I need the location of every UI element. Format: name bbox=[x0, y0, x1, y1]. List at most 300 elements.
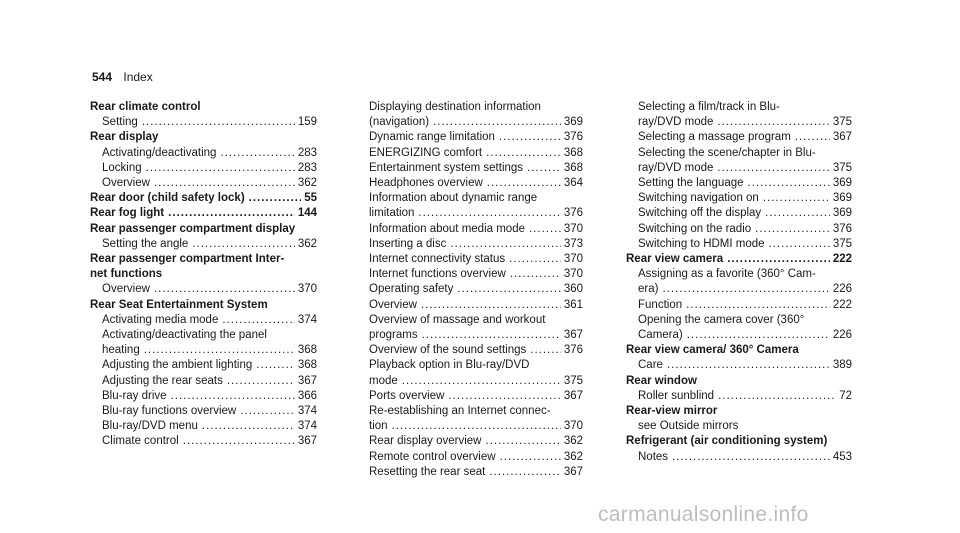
index-line bbox=[102, 328, 317, 343]
leader-dots bbox=[240, 404, 295, 419]
page-reference[interactable]: 283 bbox=[297, 161, 317, 174]
index-entry bbox=[90, 404, 317, 419]
entry-text: Activating/deactivating the panel bbox=[102, 329, 267, 342]
entry-text: Internet functions overview bbox=[369, 268, 506, 281]
index-entry bbox=[357, 434, 583, 449]
index-subentry bbox=[90, 161, 317, 176]
index-line bbox=[369, 282, 583, 297]
index-subentry bbox=[90, 313, 317, 328]
page-reference[interactable]: 369 bbox=[832, 192, 852, 205]
entry-text: Internet connectivity status bbox=[369, 253, 506, 266]
index-subentry bbox=[357, 222, 583, 237]
leader-dots bbox=[457, 282, 560, 297]
index-entry bbox=[357, 343, 583, 358]
page-reference[interactable]: 370 bbox=[297, 283, 317, 296]
index-column-1 bbox=[90, 100, 317, 450]
page-reference[interactable]: 364 bbox=[563, 177, 583, 190]
leader-dots bbox=[144, 343, 295, 358]
index-subentry bbox=[357, 434, 583, 449]
page-reference[interactable]: 376 bbox=[563, 207, 583, 220]
index-subentry bbox=[357, 161, 583, 176]
leader-dots bbox=[718, 389, 836, 404]
index-line bbox=[369, 450, 583, 465]
leader-dots bbox=[662, 282, 829, 297]
index-entry bbox=[626, 206, 852, 221]
index-entry bbox=[90, 176, 317, 191]
page-reference[interactable]: 376 bbox=[563, 344, 583, 357]
index-subentry bbox=[90, 374, 317, 389]
index-entry bbox=[90, 282, 317, 297]
leader-dots bbox=[527, 161, 561, 176]
index-entry bbox=[357, 389, 583, 404]
index-subentry bbox=[357, 267, 583, 282]
index-subentry bbox=[626, 313, 852, 343]
index-subentry bbox=[626, 146, 852, 176]
entry-text: ray/DVD mode bbox=[638, 161, 714, 174]
index-entry bbox=[357, 100, 583, 130]
index-heading: Rear view camera/ 360° Camera bbox=[626, 344, 799, 357]
page-reference[interactable]: 376 bbox=[563, 131, 583, 144]
entry-text: Switching navigation on bbox=[638, 192, 759, 205]
entry-text: Assigning as a favorite (360° Cam- bbox=[638, 268, 816, 281]
index-subentry bbox=[357, 176, 583, 191]
index-line bbox=[638, 161, 852, 176]
index-entry bbox=[357, 146, 583, 161]
entry-text: Activating media mode bbox=[102, 313, 219, 326]
entry-text: programs bbox=[369, 329, 418, 342]
index-line bbox=[638, 191, 852, 206]
index-subentry bbox=[90, 404, 317, 419]
page-reference[interactable]: 367 bbox=[832, 131, 852, 144]
index-line bbox=[369, 434, 583, 449]
index-subentry bbox=[626, 298, 852, 313]
index-entry bbox=[357, 450, 583, 465]
leader-dots bbox=[765, 206, 830, 221]
entry-text: Ports overview bbox=[369, 389, 445, 402]
index-line bbox=[369, 222, 583, 237]
index-line bbox=[369, 176, 583, 191]
entry-text: Overview bbox=[102, 177, 150, 190]
entry-text: Activating/deactivating bbox=[102, 146, 217, 159]
page-reference[interactable]: 144 bbox=[297, 207, 317, 220]
index-entry bbox=[90, 389, 317, 404]
entry-text: Blu-ray functions overview bbox=[102, 405, 237, 418]
index-line bbox=[638, 389, 852, 404]
index-entry bbox=[626, 358, 852, 373]
page-reference[interactable]: 362 bbox=[297, 177, 317, 190]
leader-dots bbox=[202, 419, 295, 434]
entry-text: ray/DVD mode bbox=[638, 116, 714, 129]
leader-dots bbox=[686, 298, 830, 313]
page-reference[interactable]: 159 bbox=[297, 116, 317, 129]
leader-dots bbox=[418, 206, 560, 221]
index-subentry bbox=[357, 404, 583, 434]
index-entry bbox=[626, 419, 852, 434]
index-entry bbox=[626, 100, 852, 130]
entry-text: Setting bbox=[102, 116, 138, 129]
index-entry bbox=[90, 206, 317, 221]
index-line bbox=[102, 358, 317, 373]
index-entry bbox=[357, 358, 583, 388]
leader-dots bbox=[667, 358, 830, 373]
index-entry bbox=[357, 298, 583, 313]
index-subentry bbox=[90, 282, 317, 297]
index-entry bbox=[90, 252, 317, 282]
index-heading: Rear climate control bbox=[90, 101, 201, 113]
leader-dots bbox=[422, 328, 561, 343]
index-entry bbox=[357, 404, 583, 434]
leader-dots bbox=[227, 374, 295, 389]
leader-dots bbox=[392, 419, 561, 434]
index-entry bbox=[357, 176, 583, 191]
leader-dots bbox=[687, 328, 830, 343]
index-entry bbox=[90, 191, 317, 206]
leader-dots bbox=[717, 161, 829, 176]
index-subentry bbox=[626, 100, 852, 130]
index-subentry bbox=[626, 191, 852, 206]
entry-text: Blu-ray/DVD menu bbox=[102, 420, 198, 433]
index-entry bbox=[626, 252, 852, 267]
entry-text: Remote control overview bbox=[369, 450, 496, 463]
index-subentry bbox=[357, 282, 583, 297]
page-number: 544 bbox=[92, 70, 113, 84]
page-reference[interactable]: 367 bbox=[563, 465, 583, 478]
entry-text: Rear door (child safety lock) bbox=[90, 192, 245, 205]
page-reference[interactable]: 373 bbox=[563, 237, 583, 250]
page-reference[interactable]: 368 bbox=[563, 146, 583, 159]
page-reference[interactable]: 368 bbox=[563, 161, 583, 174]
leader-dots bbox=[509, 252, 561, 267]
index-line bbox=[638, 267, 852, 282]
index-line bbox=[638, 115, 852, 130]
index-line bbox=[369, 161, 583, 176]
index-subentry bbox=[357, 389, 583, 404]
index-line bbox=[369, 115, 583, 130]
entry-text: Overview of the sound settings bbox=[369, 344, 527, 357]
index-heading: Rear passenger compartment Inter- net functions bbox=[90, 253, 285, 281]
page-reference[interactable]: 367 bbox=[563, 329, 583, 342]
page-reference[interactable]: 369 bbox=[563, 116, 583, 129]
index-line bbox=[102, 313, 317, 328]
index-entry bbox=[626, 146, 852, 176]
index-entry bbox=[90, 161, 317, 176]
index-entry bbox=[626, 191, 852, 206]
index-entry bbox=[90, 115, 317, 130]
index-line bbox=[369, 358, 583, 373]
leader-dots bbox=[168, 206, 295, 221]
index-entry bbox=[626, 130, 852, 145]
entry-text: era) bbox=[638, 283, 659, 296]
index-subentry bbox=[90, 419, 317, 434]
index-entry bbox=[90, 298, 317, 313]
index-heading bbox=[90, 191, 317, 206]
page-reference[interactable]: 362 bbox=[563, 435, 583, 448]
index-entry bbox=[626, 343, 852, 358]
index-subentry bbox=[90, 328, 317, 358]
index-line bbox=[102, 419, 317, 434]
index-subentry bbox=[626, 206, 852, 221]
index-subentry bbox=[90, 389, 317, 404]
index-subentry bbox=[357, 298, 583, 313]
page-reference[interactable]: 222 bbox=[832, 253, 852, 266]
leader-dots bbox=[529, 222, 561, 237]
index-line bbox=[369, 191, 583, 206]
index-subentry bbox=[626, 130, 852, 145]
leader-dots bbox=[220, 146, 294, 161]
index-line bbox=[369, 465, 583, 480]
page-reference[interactable]: 375 bbox=[832, 116, 852, 129]
index-entry bbox=[357, 237, 583, 252]
page-reference[interactable]: 226 bbox=[832, 329, 852, 342]
leader-dots bbox=[450, 237, 560, 252]
page-reference[interactable]: 367 bbox=[297, 435, 317, 448]
leader-dots bbox=[769, 237, 830, 252]
page-reference[interactable]: 389 bbox=[832, 359, 852, 372]
page-header bbox=[92, 70, 153, 84]
index-heading: Refrigerant (air conditioning system) bbox=[626, 435, 828, 448]
index-line bbox=[102, 282, 317, 297]
index-line bbox=[638, 450, 852, 465]
leader-dots bbox=[510, 267, 561, 282]
page-reference[interactable]: 362 bbox=[297, 237, 317, 250]
entry-text: heating bbox=[102, 344, 140, 357]
index-line bbox=[102, 237, 317, 252]
index-entry bbox=[90, 358, 317, 373]
page-reference[interactable]: 375 bbox=[563, 374, 583, 387]
page-reference[interactable]: 375 bbox=[832, 161, 852, 174]
page-reference[interactable]: 360 bbox=[563, 283, 583, 296]
entry-text: Switching to HDMI mode bbox=[638, 237, 765, 250]
index-line bbox=[102, 115, 317, 130]
index-entry bbox=[626, 374, 852, 389]
index-subentry bbox=[626, 389, 852, 404]
index-line bbox=[638, 100, 852, 115]
index-entry bbox=[626, 450, 852, 465]
entry-text: (navigation) bbox=[369, 116, 430, 129]
leader-dots bbox=[487, 176, 561, 191]
index-heading bbox=[90, 206, 317, 221]
index-line bbox=[102, 176, 317, 191]
entry-text: Information about media mode bbox=[369, 222, 525, 235]
index-line bbox=[369, 237, 583, 252]
entry-text: Blu-ray drive bbox=[102, 389, 167, 402]
index-column-2 bbox=[357, 100, 583, 480]
index-subentry bbox=[626, 222, 852, 237]
watermark: carmanualsonline.info bbox=[598, 503, 809, 526]
entry-text: Opening the camera cover (360° bbox=[638, 313, 805, 326]
leader-dots bbox=[499, 130, 561, 145]
index-subentry bbox=[626, 419, 852, 434]
index-entry bbox=[357, 267, 583, 282]
page-reference[interactable]: 370 bbox=[563, 222, 583, 235]
index-entry bbox=[626, 404, 852, 419]
entry-text: Notes bbox=[638, 450, 669, 463]
entry-text: Re-establishing an Internet connec- bbox=[369, 405, 551, 418]
leader-dots bbox=[192, 237, 294, 252]
index-entry bbox=[90, 222, 317, 237]
index-entry bbox=[90, 100, 317, 115]
index-entry bbox=[90, 146, 317, 161]
index-heading: Rear display bbox=[90, 131, 159, 144]
page-reference[interactable]: 222 bbox=[832, 298, 852, 311]
index-entry bbox=[626, 176, 852, 191]
index-line bbox=[369, 100, 583, 115]
entry-text: Rear display overview bbox=[369, 435, 482, 448]
index-subentry bbox=[357, 450, 583, 465]
leader-dots bbox=[530, 343, 561, 358]
entry-text: Function bbox=[638, 298, 683, 311]
index-line bbox=[369, 146, 583, 161]
index-entry bbox=[357, 161, 583, 176]
index-entry bbox=[90, 237, 317, 252]
entry-text: Setting the angle bbox=[102, 237, 189, 250]
index-line bbox=[638, 206, 852, 221]
entry-text: Selecting the scene/chapter in Blu- bbox=[638, 146, 816, 159]
page-reference[interactable]: 367 bbox=[563, 389, 583, 402]
index-line bbox=[102, 434, 317, 449]
index-entry bbox=[90, 313, 317, 328]
index-subentry bbox=[90, 176, 317, 191]
index-entry bbox=[626, 222, 852, 237]
index-line bbox=[638, 313, 852, 328]
index-heading: Rear window bbox=[626, 374, 697, 387]
page-reference[interactable]: 283 bbox=[297, 146, 317, 159]
index-heading: Rear-view mirror bbox=[626, 405, 718, 418]
index-column-3 bbox=[626, 100, 852, 465]
page-reference[interactable]: 453 bbox=[832, 450, 852, 463]
page-reference[interactable]: 375 bbox=[832, 237, 852, 250]
page-reference[interactable]: 376 bbox=[832, 222, 852, 235]
page-reference[interactable]: 226 bbox=[832, 283, 852, 296]
entry-text: Headphones overview bbox=[369, 177, 483, 190]
entry-text: Locking bbox=[102, 161, 142, 174]
index-line bbox=[369, 328, 583, 343]
index-entry bbox=[357, 252, 583, 267]
leader-dots bbox=[249, 191, 302, 206]
page-reference[interactable]: 374 bbox=[297, 405, 317, 418]
index-entry bbox=[626, 389, 852, 404]
entry-text: Displaying destination information bbox=[369, 101, 541, 113]
leader-dots bbox=[755, 222, 830, 237]
index-subentry bbox=[90, 434, 317, 449]
index-line bbox=[638, 130, 852, 145]
leader-dots bbox=[421, 298, 561, 313]
leader-dots bbox=[448, 389, 560, 404]
page-reference[interactable]: 361 bbox=[563, 298, 583, 311]
page-reference[interactable]: 370 bbox=[563, 420, 583, 433]
index-entry bbox=[90, 374, 317, 389]
index-line bbox=[369, 267, 583, 282]
index-entry bbox=[357, 282, 583, 297]
index-entry bbox=[90, 419, 317, 434]
page-reference[interactable]: 374 bbox=[297, 313, 317, 326]
entry-text: mode bbox=[369, 374, 398, 387]
page-reference[interactable]: 55 bbox=[304, 192, 317, 205]
entry-text: Operating safety bbox=[369, 283, 454, 296]
index-subentry bbox=[626, 358, 852, 373]
index-entry bbox=[626, 298, 852, 313]
index-subentry bbox=[357, 252, 583, 267]
page-reference[interactable]: 370 bbox=[563, 253, 583, 266]
index-line bbox=[638, 146, 852, 161]
leader-dots bbox=[154, 176, 295, 191]
entry-text: Rear view camera bbox=[626, 253, 724, 266]
entry-text: Overview of massage and workout bbox=[369, 313, 546, 326]
leader-dots bbox=[171, 389, 295, 404]
page-reference[interactable]: 362 bbox=[563, 450, 583, 463]
page-reference[interactable]: 367 bbox=[297, 374, 317, 387]
page-reference[interactable]: 369 bbox=[832, 177, 852, 190]
index-line bbox=[102, 343, 317, 358]
entry-text: Selecting a film/track in Blu- bbox=[638, 101, 780, 113]
entry-text: Adjusting the ambient lighting bbox=[102, 359, 253, 372]
index-line bbox=[102, 374, 317, 389]
leader-dots bbox=[486, 146, 561, 161]
entry-text: Climate control bbox=[102, 435, 179, 448]
index-line bbox=[369, 343, 583, 358]
index-line bbox=[369, 252, 583, 267]
page-reference[interactable]: 72 bbox=[839, 389, 852, 402]
index-entry bbox=[357, 313, 583, 343]
index-entry bbox=[626, 237, 852, 252]
index-subentry bbox=[357, 465, 583, 480]
index-line bbox=[638, 358, 852, 373]
leader-dots bbox=[763, 191, 830, 206]
index-subentry bbox=[357, 237, 583, 252]
page-reference[interactable]: 368 bbox=[297, 359, 317, 372]
entry-text: Switching off the display bbox=[638, 207, 762, 220]
leader-dots bbox=[748, 176, 830, 191]
index-subentry bbox=[626, 237, 852, 252]
index-entry bbox=[626, 267, 852, 297]
entry-text: Information about dynamic range bbox=[369, 192, 538, 205]
leader-dots bbox=[727, 252, 830, 267]
leader-dots bbox=[489, 465, 560, 480]
index-subentry bbox=[357, 358, 583, 388]
entry-text: Entertainment system settings bbox=[369, 161, 524, 174]
entry-text: Playback option in Blu-ray/DVD bbox=[369, 359, 530, 372]
index-line bbox=[369, 313, 583, 328]
page-reference[interactable]: 366 bbox=[297, 389, 317, 402]
page-reference[interactable]: 374 bbox=[297, 420, 317, 433]
entry-text: tion bbox=[369, 420, 388, 433]
header-title: Index bbox=[123, 70, 153, 84]
index-line bbox=[102, 146, 317, 161]
index-line bbox=[638, 222, 852, 237]
leader-dots bbox=[795, 130, 830, 145]
index-line bbox=[638, 298, 852, 313]
leader-dots bbox=[256, 358, 295, 373]
index-line bbox=[102, 389, 317, 404]
index-line bbox=[638, 282, 852, 297]
index-subentry bbox=[626, 267, 852, 297]
page-reference[interactable]: 368 bbox=[297, 344, 317, 357]
index-entry bbox=[357, 191, 583, 221]
index-subentry bbox=[90, 237, 317, 252]
page-reference[interactable]: 369 bbox=[832, 207, 852, 220]
entry-text: Adjusting the rear seats bbox=[102, 374, 223, 387]
leader-dots bbox=[500, 450, 561, 465]
page-reference[interactable]: 370 bbox=[563, 268, 583, 281]
index-subentry bbox=[626, 450, 852, 465]
index-subentry bbox=[626, 176, 852, 191]
index-line bbox=[369, 130, 583, 145]
index-subentry bbox=[90, 146, 317, 161]
index-entry bbox=[357, 130, 583, 145]
entry-text: Overview bbox=[369, 298, 417, 311]
leader-dots bbox=[146, 161, 295, 176]
entry-text: see Outside mirrors bbox=[638, 420, 739, 433]
